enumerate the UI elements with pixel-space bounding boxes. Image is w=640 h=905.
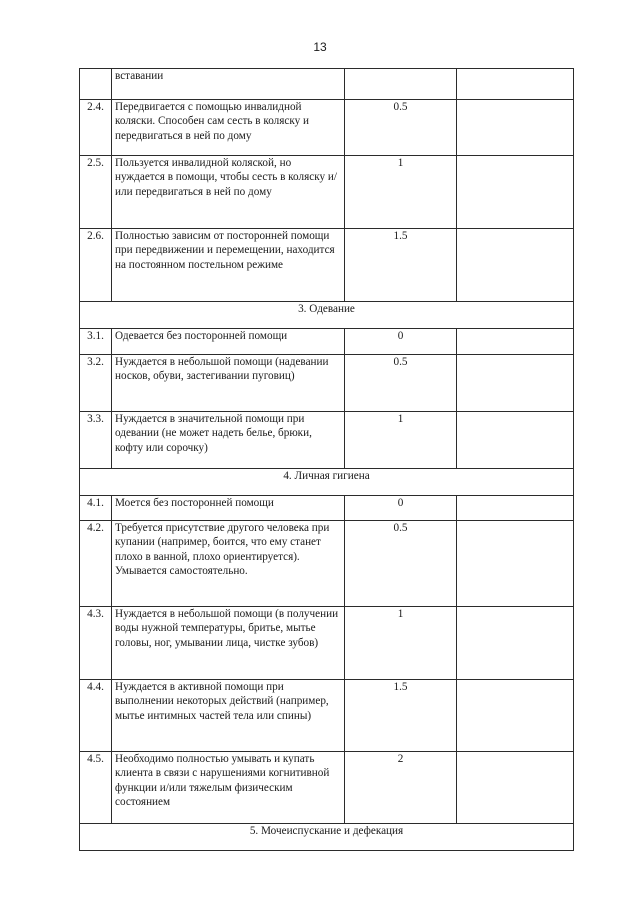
empty-cell [457,100,574,156]
item-description: Необходимо полностью умывать и купать клиента в связи с нарушениями когнитивной функции и/или тяжелым физическим состоянием [112,752,345,824]
empty-cell [457,69,574,100]
item-number: 4.2. [80,521,112,607]
table-row [80,329,574,355]
item-number: 4.1. [80,496,112,521]
item-score: 0.5 [345,100,457,156]
item-description: Нуждается в небольшой помощи (надевании носков, обуви, застегивании пуговиц) [112,355,345,412]
item-score: 1 [345,412,457,469]
section-title: 5. Мочеиспускание и дефекация [80,824,574,851]
item-score: 1.5 [345,680,457,752]
section-title: 4. Личная гигиена [80,469,574,496]
page-number: 13 [313,40,327,54]
item-number: 2.6. [80,229,112,302]
item-description: вставании [112,69,345,100]
item-description: Требуется присутствие другого человека при купании (например, боится, что ему станет плохо в ванной, плохо ориентируется). Умывается самостоятельно. [112,521,345,607]
item-number: 2.4. [80,100,112,156]
item-description: Передвигается с помощью инвалидной коляски. Способен сам сесть в коляску и передвигаться в ней по дому [112,100,345,156]
table-row [80,496,574,521]
table-row [80,69,574,100]
empty-cell [457,752,574,824]
item-score: 1.5 [345,229,457,302]
table-row [80,680,574,752]
item-number: 4.4. [80,680,112,752]
section-header-row [80,469,574,496]
item-score: 0.5 [345,355,457,412]
empty-cell [457,412,574,469]
item-number: 3.3. [80,412,112,469]
item-number: 2.5. [80,156,112,229]
item-score: 0 [345,329,457,355]
item-score [345,69,457,100]
item-number [80,69,112,100]
table-row [80,355,574,412]
table-row [80,156,574,229]
section-title: 3. Одевание [80,302,574,329]
empty-cell [457,521,574,607]
section-header-row [80,302,574,329]
empty-cell [457,607,574,680]
item-number: 4.3. [80,607,112,680]
item-number: 4.5. [80,752,112,824]
table-row [80,229,574,302]
table-row [80,607,574,680]
item-description: Моется без посторонней помощи [112,496,345,521]
item-description: Нуждается в активной помощи при выполнении некоторых действий (например, мытье интимных частей тела или спины) [112,680,345,752]
item-score: 1 [345,156,457,229]
empty-cell [457,229,574,302]
table-row [80,100,574,156]
item-description: Нуждается в значительной помощи при одевании (не может надеть белье, брюки, кофту или сорочку) [112,412,345,469]
empty-cell [457,496,574,521]
item-description: Пользуется инвалидной коляской, но нуждается в помощи, чтобы сесть в коляску и/или передвигаться в ней по дому [112,156,345,229]
empty-cell [457,329,574,355]
item-score: 1 [345,607,457,680]
item-number: 3.1. [80,329,112,355]
empty-cell [457,680,574,752]
item-number: 3.2. [80,355,112,412]
table-row [80,412,574,469]
item-score: 0.5 [345,521,457,607]
assessment-table [79,68,574,851]
table-row [80,752,574,824]
empty-cell [457,156,574,229]
item-description: Полностью зависим от посторонней помощи при передвижении и перемещении, находится на постоянном постельном режиме [112,229,345,302]
section-header-row [80,824,574,851]
item-score: 2 [345,752,457,824]
item-score: 0 [345,496,457,521]
item-description: Нуждается в небольшой помощи (в получении воды нужной температуры, бритье, мытье головы, ног, умывании лица, чистке зубов) [112,607,345,680]
table-row [80,521,574,607]
empty-cell [457,355,574,412]
item-description: Одевается без посторонней помощи [112,329,345,355]
